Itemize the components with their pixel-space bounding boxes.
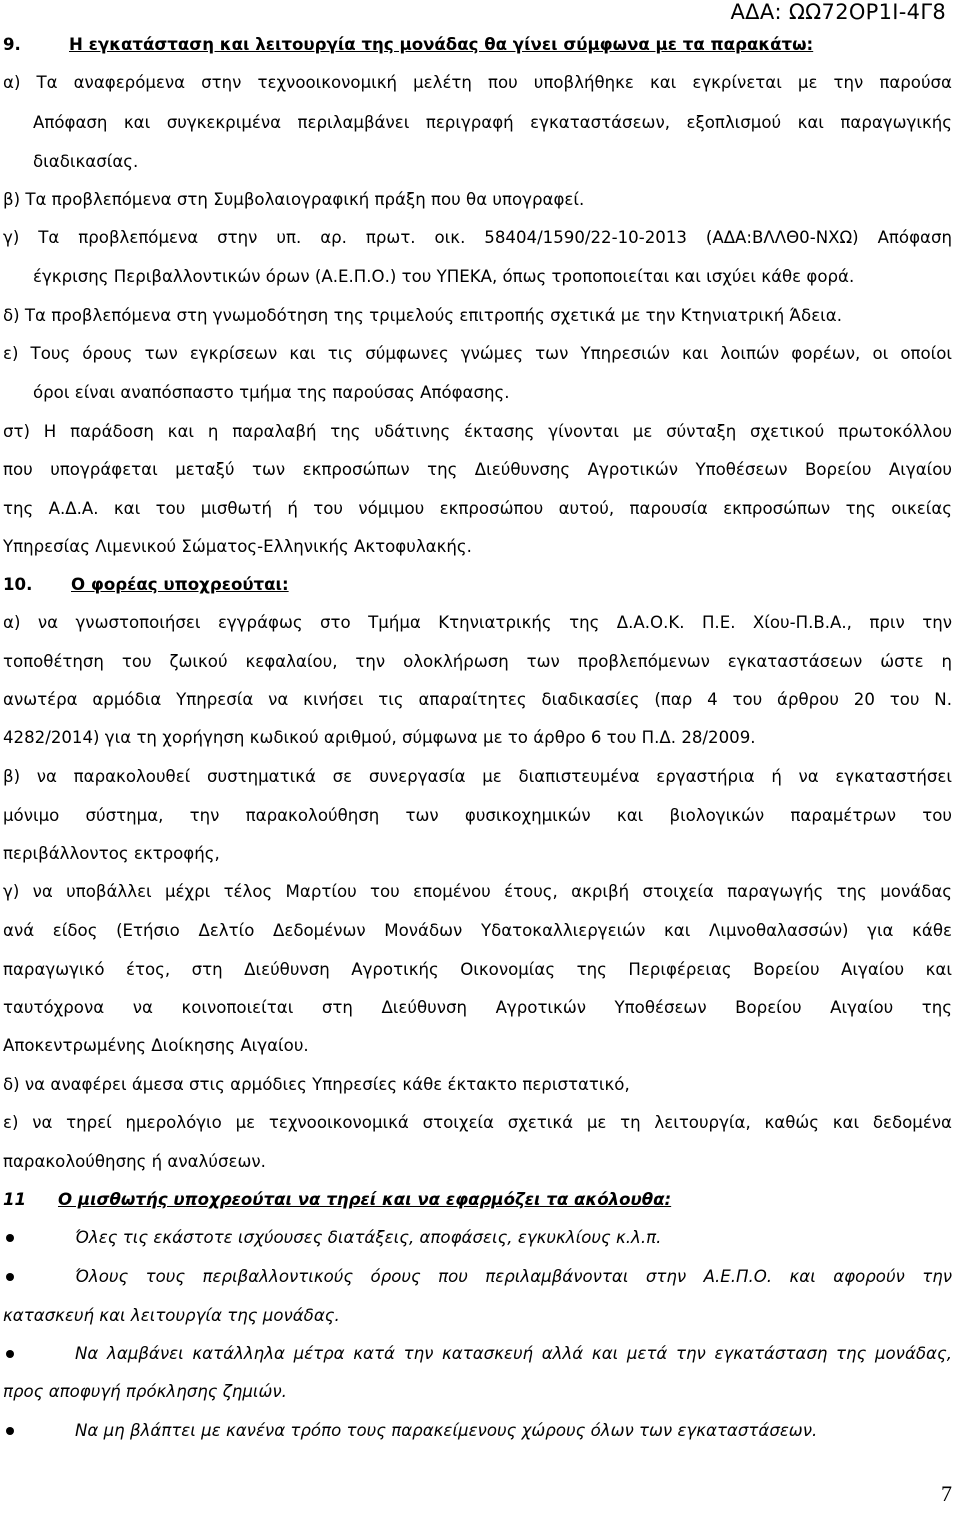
section-11-title: Ο μισθωτής υποχρεούται να τηρεί και να εφαρμόζει τα ακόλουθα:	[58, 1190, 672, 1209]
bullet-icon	[6, 1427, 14, 1435]
s10-c-line4: ταυτόχρονα να κοινοποιείται στη Διεύθυνση Αγροτικών Υποθέσεων Βορείου Αιγαίου της	[3, 998, 952, 1017]
ada-code: ΑΔΑ: ΩΩ72ΟΡ1Ι-4Γ8	[730, 0, 946, 24]
s9-st-line3: της Α.Δ.Α. και του μισθωτή ή του νόμιμου εκπροσώπου αυτού, παρουσία εκπροσώπων της οικείας	[3, 499, 952, 518]
s10-d: δ) να αναφέρει άμεσα στις αρμόδιες Υπηρεσίες κάθε έκτακτο περιστατικό,	[3, 1075, 630, 1094]
section-9-heading	[3, 34, 952, 56]
s11-bullet-4: Να μη βλάπτει με κανένα τρόπο τους παρακείμενους χώρους όλων των εγκαταστάσεων.	[75, 1421, 818, 1440]
section-10-title: Ο φορέας υποχρεούται:	[71, 575, 289, 594]
s10-a-line1: α) να γνωστοποιήσει εγγράφως στο Τμήμα Κτηνιατρικής της Δ.Α.Ο.Κ. Π.Ε. Χίου-Π.Β.Α., πριν την	[3, 613, 952, 632]
section-10-heading	[3, 574, 952, 596]
s10-c-line5: Αποκεντρωμένης Διοίκησης Αιγαίου.	[3, 1036, 309, 1055]
section-11-heading	[3, 1189, 952, 1211]
page-number: 7	[941, 1481, 952, 1506]
s10-a-line2: τοποθέτηση του ζωικού κεφαλαίου, την ολοκλήρωση των προβλεπόμενων εγκαταστάσεων ώστε η	[3, 652, 952, 671]
section-9-number: 9.	[3, 35, 21, 54]
s10-a-line3: ανωτέρα αρμόδια Υπηρεσία να κινήσει τις απαραίτητες διαδικασίες (παρ 4 του άρθρου 20 του Ν.	[3, 690, 952, 709]
s9-c-line2: έγκρισης Περιβαλλοντικών όρων (Α.Ε.Π.Ο.) του ΥΠΕΚΑ, όπως τροποποιείται και ισχύει κάθε φορά.	[33, 267, 855, 286]
s10-e-line1: ε) να τηρεί ημερολόγιο με τεχνοοικονομικά στοιχεία σχετικά με τη λειτουργία, καθώς και δεδομένα	[3, 1113, 952, 1132]
s10-c-line3: παραγωγικό έτος, στη Διεύθυνση Αγροτικής Οικονομίας της Περιφέρειας Βορείου Αιγαίου και	[3, 960, 952, 979]
s10-c-line1: γ) να υποβάλλει μέχρι τέλος Μαρτίου του επομένου έτους, ακριβή στοιχεία παραγωγής της μονάδας	[3, 882, 952, 901]
section-9-title: Η εγκατάσταση και λειτουργία της μονάδας θα γίνει σύμφωνα με τα παρακάτω:	[69, 35, 814, 54]
bullet-icon	[6, 1234, 14, 1242]
s9-e-line2: όροι είναι αναπόσπαστο τμήμα της παρούσας Απόφασης.	[33, 383, 510, 402]
s9-a-line3: διαδικασίας.	[33, 152, 139, 171]
s9-a-line2: Απόφαση και συγκεκριμένα περιλαμβάνει περιγραφή εγκαταστάσεων, εξοπλισμού και παραγωγικής	[33, 113, 952, 132]
s10-b-line2: μόνιμο σύστημα, την παρακολούθηση των φυσικοχημικών και βιολογικών παραμέτρων του	[3, 806, 952, 825]
s10-a-line4: 4282/2014) για τη χορήγηση κωδικού αριθμού, σύμφωνα με το άρθρο 6 του Π.Δ. 28/2009.	[3, 728, 756, 747]
s11-bullet-2-line1: Όλους τους περιβαλλοντικούς όρους που περιλαμβάνονται στην Α.Ε.Π.Ο. και αφορούν την	[75, 1267, 952, 1286]
bullet-icon	[6, 1273, 14, 1281]
section-10-number: 10.	[3, 575, 33, 594]
s11-bullet-1: Όλες τις εκάστοτε ισχύουσες διατάξεις, αποφάσεις, εγκυκλίους κ.λ.π.	[75, 1228, 662, 1247]
s9-a-line1: α) Τα αναφερόμενα στην τεχνοοικονομική μελέτη που υποβλήθηκε και εγκρίνεται με την παρούσα	[3, 73, 952, 92]
s9-d: δ) Τα προβλεπόμενα στη γνωμοδότηση της τριμελούς επιτροπής σχετικά με την Κτηνιατρική Άδεια.	[3, 306, 842, 325]
s9-st-line1: στ) Η παράδοση και η παραλαβή της υδάτινης έκτασης γίνονται με σύνταξη σχετικού πρωτοκόλλου	[3, 422, 952, 441]
s11-bullet-3-line1: Να λαμβάνει κατάλληλα μέτρα κατά την κατασκευή αλλά και μετά την εγκατάσταση της μονάδας,	[75, 1344, 952, 1363]
s10-c-line2: ανά είδος (Ετήσιο Δελτίο Δεδομένων Μονάδων Υδατοκαλλιεργειών και Λιμνοθαλασσών) για κάθε	[3, 921, 952, 940]
s9-st-line4: Υπηρεσίας Λιμενικού Σώματος-Ελληνικής Ακτοφυλακής.	[3, 537, 472, 556]
s9-b: β) Τα προβλεπόμενα στη Συμβολαιογραφική πράξη που θα υπογραφεί.	[3, 190, 585, 209]
s9-st-line2: που υπογράφεται μεταξύ των εκπροσώπων της Διεύθυνσης Αγροτικών Υποθέσεων Βορείου Αιγαίου	[3, 460, 952, 479]
s10-e-line2: παρακολούθησης ή αναλύσεων.	[3, 1152, 266, 1171]
s9-e-line1: ε) Τους όρους των εγκρίσεων και τις σύμφωνες γνώμες των Υπηρεσιών και λοιπών φορέων, οι οποίοι	[3, 344, 952, 363]
s11-bullet-2-line2: κατασκευή και λειτουργία της μονάδας.	[3, 1306, 340, 1325]
s9-c-line1: γ) Τα προβλεπόμενα στην υπ. αρ. πρωτ. οικ. 58404/1590/22-10-2013 (ΑΔΑ:ΒΛΛΘ0-ΝΧΩ) Απόφαση	[3, 228, 952, 247]
s11-bullet-3-line2: προς αποφυγή πρόκλησης ζημιών.	[3, 1382, 287, 1401]
s10-b-line3: περιβάλλοντος εκτροφής,	[3, 844, 220, 863]
s10-b-line1: β) να παρακολουθεί συστηματικά σε συνεργασία με διαπιστευμένα εργαστήρια ή να εγκαταστήσει	[3, 767, 952, 786]
section-11-number: 11	[3, 1190, 27, 1209]
bullet-icon	[6, 1350, 14, 1358]
